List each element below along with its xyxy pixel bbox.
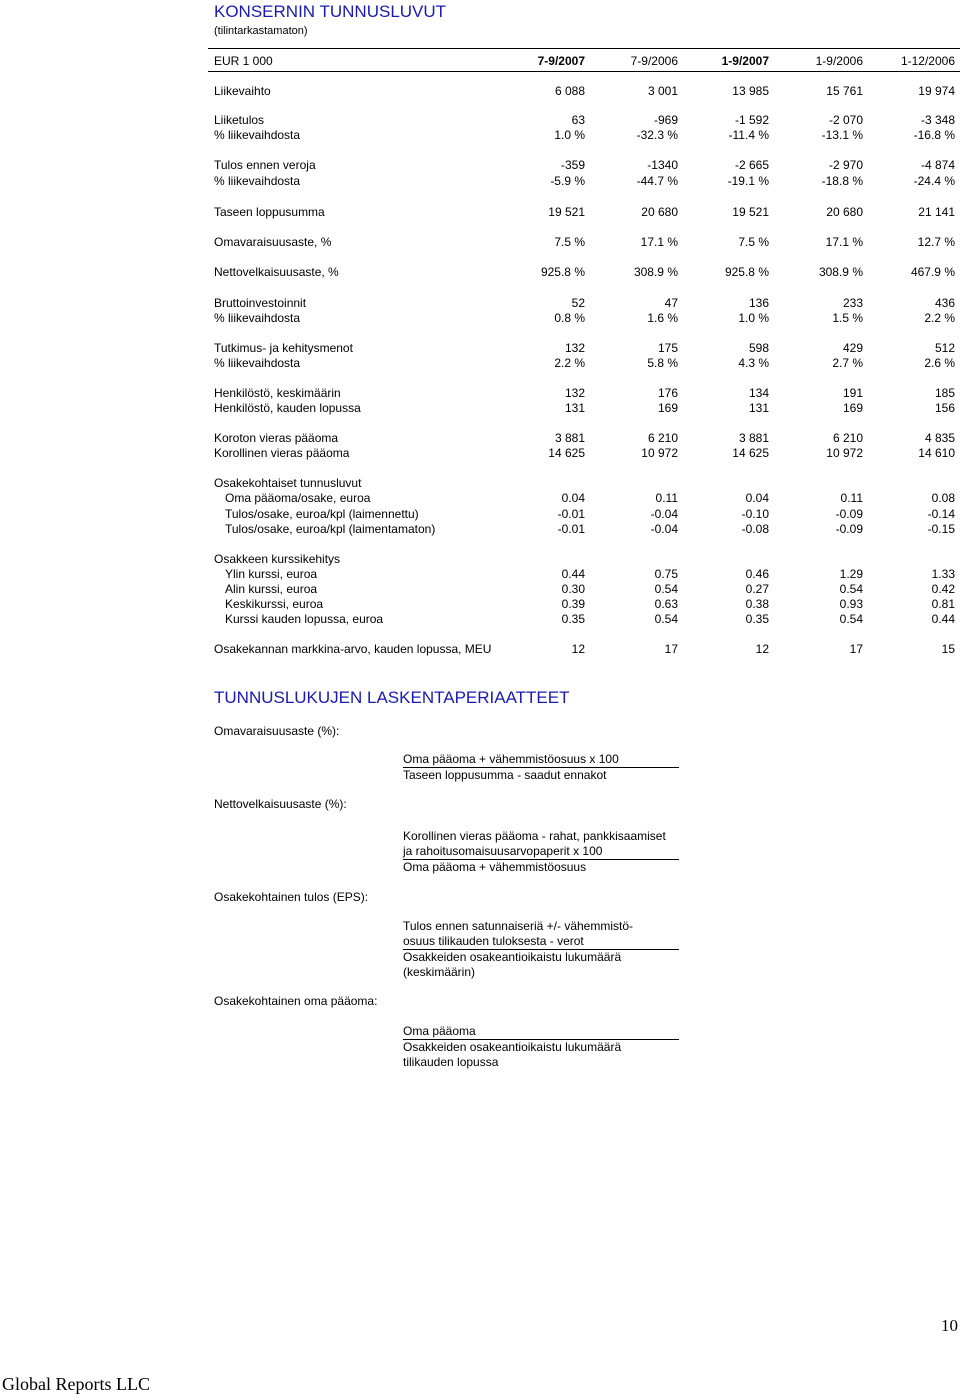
table-cell: 0.44 <box>931 612 955 626</box>
table-cell: -11.4 % <box>728 128 769 142</box>
table-cell: 63 <box>571 113 585 127</box>
table-cell: 7.5 % <box>554 235 585 249</box>
table-cell: 436 <box>934 296 955 310</box>
table-cell: 467.9 % <box>910 265 955 279</box>
row-label: Tulos/osake, euroa/kpl (laimennettu) <box>225 507 419 521</box>
table-cell: 2.6 % <box>924 356 955 370</box>
table-cell: 7.5 % <box>738 235 769 249</box>
table-cell: -0.09 <box>835 522 863 536</box>
table-cell: -0.15 <box>927 522 955 536</box>
table-cell: 925.8 % <box>724 265 769 279</box>
table-cell: 20 680 <box>641 205 678 219</box>
formula-denominator: Oma pääoma + vähemmistöosuus <box>403 860 587 874</box>
table-cell: 0.54 <box>839 582 863 596</box>
row-label: Oma pääoma/osake, euroa <box>225 491 371 505</box>
row-label: Keskikurssi, euroa <box>225 597 324 611</box>
table-cell: 191 <box>842 386 863 400</box>
table-cell: 0.42 <box>931 582 955 596</box>
table-cell: 17.1 % <box>825 235 863 249</box>
table-cell: -359 <box>560 158 585 172</box>
column-header: 7-9/2007 <box>537 54 585 68</box>
formula-numerator: Korollinen vieras pääoma - rahat, pankkisaamiset <box>403 829 666 843</box>
formulas-title: TUNNUSLUKUJEN LASKENTAPERIAATTEET <box>214 688 570 707</box>
table-cell: 19 521 <box>548 205 585 219</box>
table-cell: 10 972 <box>826 446 863 460</box>
table-cell: -2 970 <box>828 158 863 172</box>
row-label: Korollinen vieras pääoma <box>214 446 350 460</box>
row-label: Taseen loppusumma <box>214 205 325 219</box>
row-label: Henkilöstö, keskimäärin <box>214 386 341 400</box>
formula-numerator: osuus tilikauden tuloksesta - verot <box>403 934 584 948</box>
table-cell: -2 070 <box>828 113 863 127</box>
table-cell: 0.46 <box>745 567 769 581</box>
table-cell: 12.7 % <box>917 235 955 249</box>
table-cell: 1.6 % <box>647 311 678 325</box>
table-cell: -0.01 <box>557 507 585 521</box>
table-cell: 4 835 <box>924 431 955 445</box>
table-cell: 10 972 <box>641 446 678 460</box>
row-label: Osakekannan markkina-arvo, kauden lopussa, MEU <box>214 642 492 656</box>
table-cell: 20 680 <box>826 205 863 219</box>
row-label: % liikevaihdosta <box>214 128 301 142</box>
section-subtitle: (tilintarkastamaton) <box>214 25 308 37</box>
table-cell: 136 <box>748 296 769 310</box>
table-cell: 308.9 % <box>818 265 863 279</box>
table-cell: 3 001 <box>647 84 678 98</box>
table-cell: 0.04 <box>561 491 585 505</box>
table-cell: 14 610 <box>918 446 955 460</box>
table-cell: 3 881 <box>738 431 769 445</box>
row-label: % liikevaihdosta <box>214 174 301 188</box>
table-cell: 0.54 <box>839 612 863 626</box>
table-cell: 21 141 <box>918 205 955 219</box>
table-cell: -18.8 % <box>821 174 863 188</box>
formula-numerator: Tulos ennen satunnaiseriä +/- vähemmistö- <box>403 919 634 933</box>
table-cell: 14 625 <box>548 446 585 460</box>
formula-numerator: Oma pääoma + vähemmistöosuus x 100 <box>403 752 619 766</box>
row-label: Kurssi kauden lopussa, euroa <box>225 612 384 626</box>
formula-denominator: Osakkeiden osakeantioikaistu lukumäärä <box>403 1040 622 1054</box>
table-cell: 12 <box>755 642 769 656</box>
table-cell: 12 <box>571 642 585 656</box>
table-cell: -32.3 % <box>636 128 678 142</box>
row-label: Henkilöstö, kauden lopussa <box>214 401 361 415</box>
table-cell: 15 761 <box>826 84 863 98</box>
formula-numerator: Oma pääoma <box>403 1024 476 1038</box>
table-cell: -0.04 <box>650 522 678 536</box>
table-cell: 1.0 % <box>738 311 769 325</box>
row-label: Osakekohtaiset tunnusluvut <box>214 476 362 490</box>
table-cell: 0.54 <box>654 612 678 626</box>
table-cell: 4.3 % <box>738 356 769 370</box>
table-cell: 2.2 % <box>554 356 585 370</box>
table-cell: 185 <box>934 386 955 400</box>
column-header: 1-9/2007 <box>721 54 769 68</box>
table-cell: -24.4 % <box>913 174 955 188</box>
table-cell: 925.8 % <box>540 265 585 279</box>
table-cell: 6 088 <box>554 84 585 98</box>
row-label: Liiketulos <box>214 113 265 127</box>
table-cell: 0.8 % <box>554 311 585 325</box>
table-cell: 13 985 <box>732 84 769 98</box>
formula-label: Omavaraisuusaste (%): <box>214 724 340 738</box>
table-cell: 6 210 <box>647 431 678 445</box>
table-cell: 0.44 <box>561 567 585 581</box>
table-cell: -19.1 % <box>727 174 769 188</box>
table-cell: 0.04 <box>745 491 769 505</box>
table-cell: -0.09 <box>835 507 863 521</box>
table-cell: 0.63 <box>654 597 678 611</box>
row-label: Osakkeen kurssikehitys <box>214 552 341 566</box>
row-label: Tulos ennen veroja <box>214 158 316 172</box>
table-cell: 176 <box>657 386 678 400</box>
table-cell: -1 592 <box>734 113 769 127</box>
table-cell: 132 <box>564 341 585 355</box>
table-cell: 308.9 % <box>633 265 678 279</box>
table-cell: 0.54 <box>654 582 678 596</box>
table-cell: 17 <box>664 642 678 656</box>
table-cell: 0.75 <box>654 567 678 581</box>
table-cell: 131 <box>748 401 769 415</box>
table-cell: -0.01 <box>557 522 585 536</box>
table-cell: 0.93 <box>839 597 863 611</box>
table-cell: 1.0 % <box>554 128 585 142</box>
table-cell: 1.33 <box>931 567 955 581</box>
table-cell: -0.14 <box>927 507 955 521</box>
table-cell: 0.81 <box>931 597 955 611</box>
formula-label: Osakekohtainen tulos (EPS): <box>214 890 369 904</box>
table-cell: -44.7 % <box>636 174 678 188</box>
row-label: Ylin kurssi, euroa <box>225 567 318 581</box>
table-cell: 17.1 % <box>640 235 678 249</box>
table-cell: 0.27 <box>745 582 769 596</box>
formula-denominator: Osakkeiden osakeantioikaistu lukumäärä <box>403 950 622 964</box>
table-cell: 512 <box>934 341 955 355</box>
table-cell: -2 665 <box>734 158 769 172</box>
table-cell: -4 874 <box>920 158 955 172</box>
table-cell: 156 <box>934 401 955 415</box>
table-cell: 0.11 <box>655 491 678 505</box>
footer-company: Global Reports LLC <box>2 1374 150 1394</box>
row-label: Liikevaihto <box>214 84 271 98</box>
row-label: Koroton vieras pääoma <box>214 431 339 445</box>
row-label: Omavaraisuusaste, % <box>214 235 332 249</box>
table-cell: 0.38 <box>745 597 769 611</box>
table-cell: 1.5 % <box>832 311 863 325</box>
row-label: Tulos/osake, euroa/kpl (laimentamaton) <box>225 522 436 536</box>
formula-label: Osakekohtainen oma pääoma: <box>214 994 378 1008</box>
section-title: KONSERNIN TUNNUSLUVUT <box>214 2 447 21</box>
table-cell: 131 <box>564 401 585 415</box>
table-cell: -0.04 <box>650 507 678 521</box>
table-cell: 0.11 <box>840 491 863 505</box>
table-cell: -0.08 <box>741 522 769 536</box>
table-cell: -0.10 <box>741 507 769 521</box>
table-cell: 0.08 <box>931 491 955 505</box>
formula-denominator: (keskimäärin) <box>403 965 476 979</box>
row-label: Alin kurssi, euroa <box>225 582 318 596</box>
table-cell: 132 <box>564 386 585 400</box>
formula-numerator: ja rahoitusomaisuusarvopaperit x 100 <box>403 844 603 858</box>
table-cell: 175 <box>657 341 678 355</box>
table-cell: 3 881 <box>554 431 585 445</box>
table-cell: 598 <box>748 341 769 355</box>
column-header: 7-9/2006 <box>630 54 678 68</box>
table-cell: 169 <box>842 401 863 415</box>
table-cell: 47 <box>664 296 678 310</box>
table-cell: 6 210 <box>832 431 863 445</box>
table-cell: 233 <box>842 296 863 310</box>
table-cell: 429 <box>842 341 863 355</box>
table-cell: 15 <box>941 642 955 656</box>
row-label: % liikevaihdosta <box>214 311 301 325</box>
table-cell: 134 <box>748 386 769 400</box>
column-header: 1-12/2006 <box>900 54 955 68</box>
table-cell: 19 521 <box>732 205 769 219</box>
table-cell: -13.1 % <box>821 128 863 142</box>
table-cell: 52 <box>571 296 585 310</box>
formula-label: Nettovelkaisuusaste (%): <box>214 797 347 811</box>
table-cell: 17 <box>849 642 863 656</box>
table-cell: 2.7 % <box>832 356 863 370</box>
table-cell: 1.29 <box>839 567 863 581</box>
table-cell: -1340 <box>647 158 678 172</box>
row-label: Bruttoinvestoinnit <box>214 296 307 310</box>
row-label: Tutkimus- ja kehitysmenot <box>214 341 353 355</box>
unit-label: EUR 1 000 <box>214 54 273 68</box>
row-label: % liikevaihdosta <box>214 356 301 370</box>
table-cell: 0.30 <box>561 582 585 596</box>
page-number: 10 <box>941 1316 958 1335</box>
formula-denominator: tilikauden lopussa <box>403 1055 499 1069</box>
table-cell: -5.9 % <box>550 174 585 188</box>
row-label: Nettovelkaisuusaste, % <box>214 265 339 279</box>
table-cell: 0.39 <box>561 597 585 611</box>
table-cell: 169 <box>657 401 678 415</box>
table-cell: 5.8 % <box>647 356 678 370</box>
table-cell: -3 348 <box>920 113 955 127</box>
column-header: 1-9/2006 <box>815 54 863 68</box>
formula-denominator: Taseen loppusumma - saadut ennakot <box>403 768 607 782</box>
table-cell: 2.2 % <box>924 311 955 325</box>
table-cell: -16.8 % <box>913 128 955 142</box>
table-cell: 0.35 <box>745 612 769 626</box>
table-cell: 14 625 <box>732 446 769 460</box>
table-cell: 19 974 <box>918 84 955 98</box>
table-cell: 0.35 <box>561 612 585 626</box>
table-cell: -969 <box>653 113 678 127</box>
